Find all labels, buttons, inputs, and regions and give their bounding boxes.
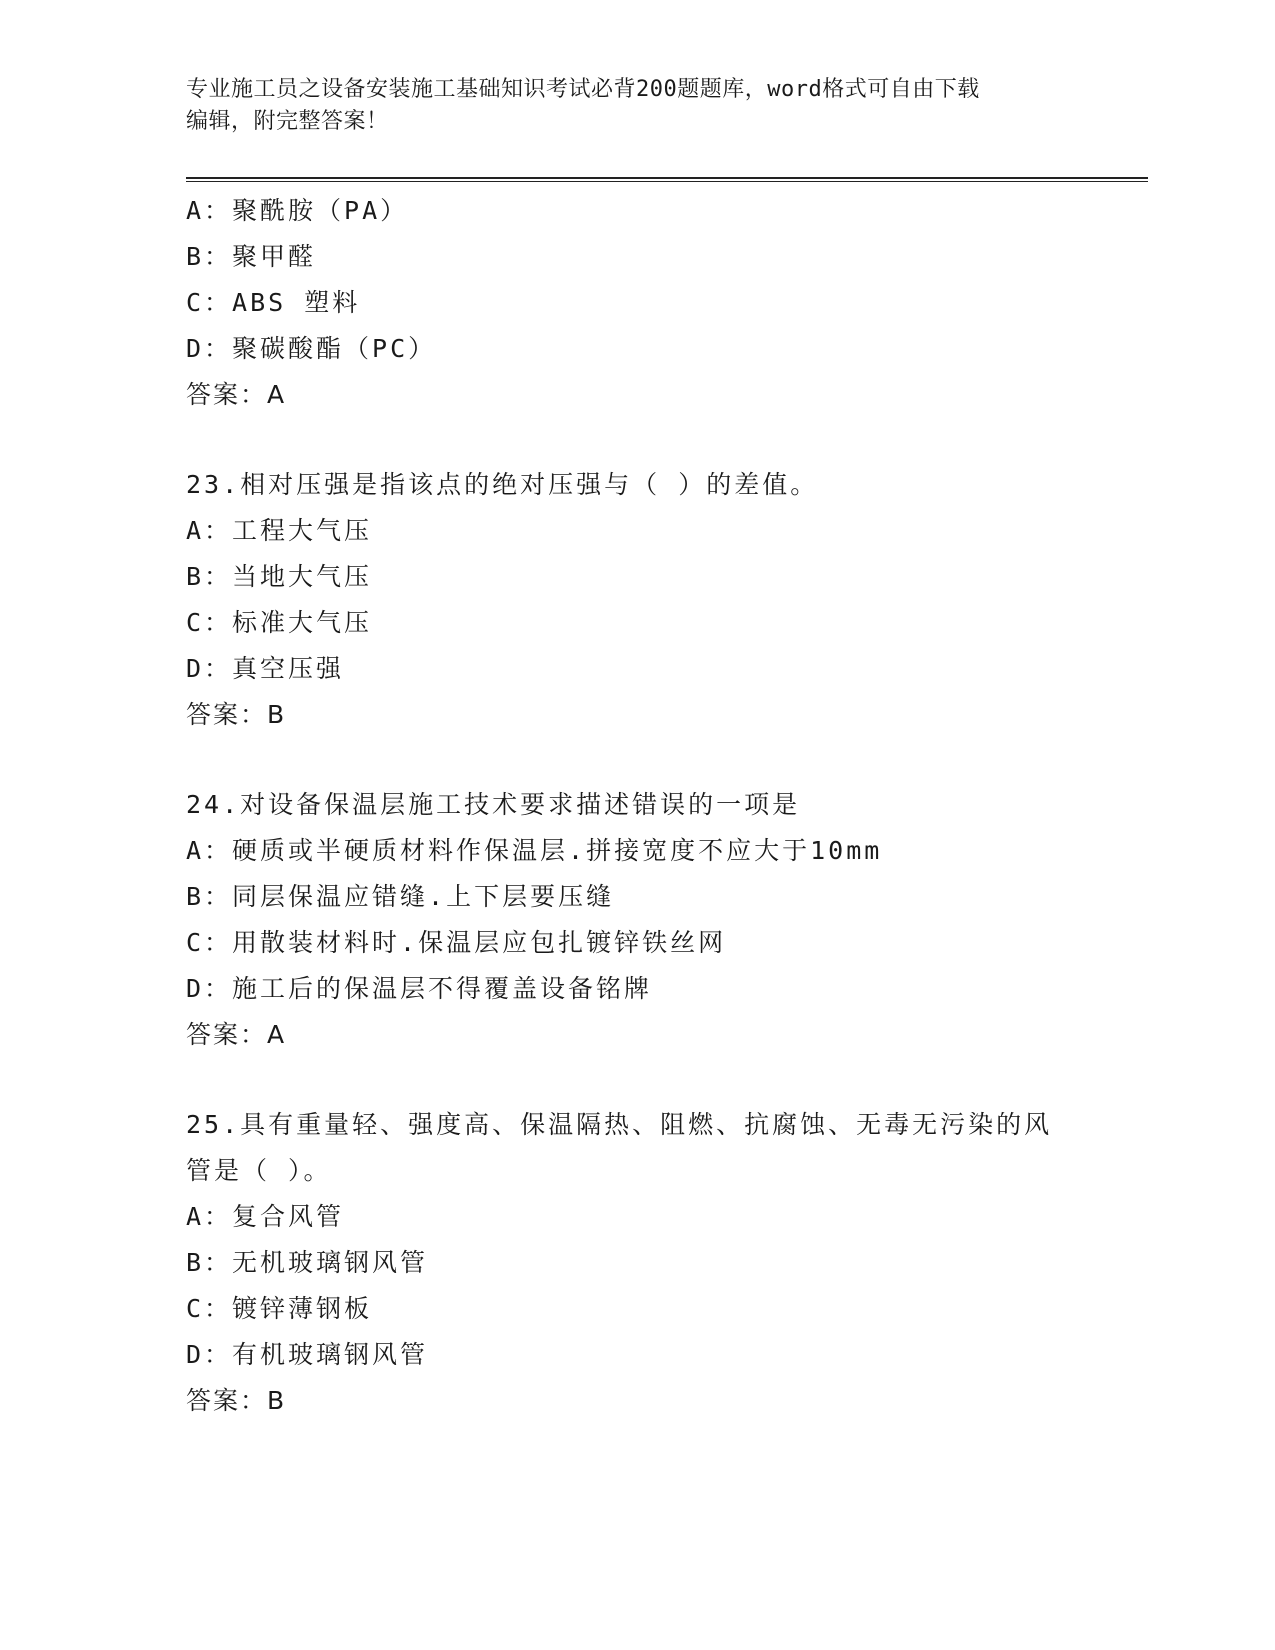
option-d: D：聚碳酸酯（PC） (186, 334, 437, 363)
answer-line: 答案：B (186, 700, 287, 729)
answer-line: 答案：A (186, 380, 287, 409)
question-block-25 (186, 1102, 1146, 1424)
option-b: B：当地大气压 (186, 562, 373, 591)
option-a: A：聚酰胺（PA） (186, 196, 409, 225)
option-c: C：镀锌薄钢板 (186, 1294, 373, 1323)
option-b: B：无机玻璃钢风管 (186, 1248, 429, 1277)
question-block-24 (186, 782, 1146, 1058)
option-c: C：标准大气压 (186, 608, 373, 637)
option-a: A：硬质或半硬质材料作保温层.拼接宽度不应大于10mm (186, 836, 883, 865)
page-header (186, 74, 1086, 138)
option-a: A：工程大气压 (186, 516, 373, 545)
question-text-line-2: 管是（ ）。 (186, 1156, 332, 1185)
header-divider (186, 177, 1148, 182)
question-text-line-1: 25.具有重量轻、强度高、保温隔热、阻燃、抗腐蚀、无毒无污染的风 (186, 1110, 1053, 1139)
option-d: D：有机玻璃钢风管 (186, 1340, 429, 1369)
option-b: B：同层保温应错缝.上下层要压缝 (186, 882, 615, 911)
option-d: D：真空压强 (186, 654, 345, 683)
question-text: 23.相对压强是指该点的绝对压强与（ ）的差值。 (186, 470, 819, 499)
header-line-2: 编辑，附完整答案！ (186, 109, 389, 134)
option-c: C：ABS 塑料 (186, 288, 361, 317)
document-body (186, 188, 1146, 1424)
question-text: 24.对设备保温层施工技术要求描述错误的一项是 (186, 790, 801, 819)
header-line-1: 专业施工员之设备安装施工基础知识考试必背200题题库，word格式可自由下载 (186, 77, 980, 102)
question-block-22 (186, 188, 1146, 418)
question-block-23 (186, 462, 1146, 738)
answer-line: 答案：B (186, 1386, 287, 1415)
option-a: A：复合风管 (186, 1202, 345, 1231)
option-c: C：用散装材料时.保温层应包扎镀锌铁丝网 (186, 928, 727, 957)
answer-line: 答案：A (186, 1020, 287, 1049)
option-d: D：施工后的保温层不得覆盖设备铭牌 (186, 974, 653, 1003)
option-b: B：聚甲醛 (186, 242, 317, 271)
